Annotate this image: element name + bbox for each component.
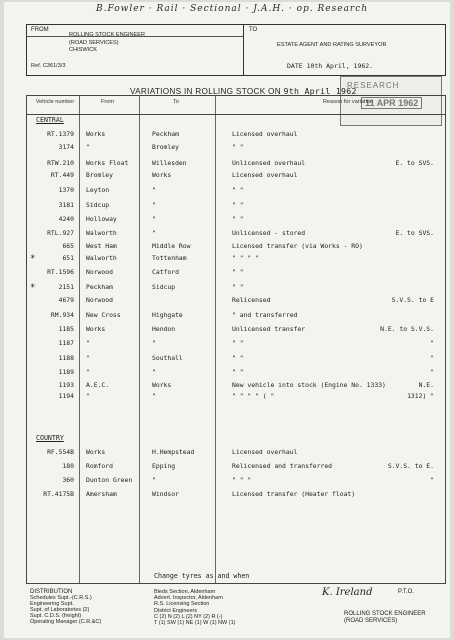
from-location: Peckham [86, 283, 113, 291]
table-row [4, 339, 450, 350]
reason: " " " " ( " [232, 392, 275, 400]
vehicle-number: 665 [62, 242, 74, 250]
vehicle-number: 1188 [58, 354, 74, 362]
from-label: FROM [31, 27, 49, 33]
vehicle-number: 4240 [58, 215, 74, 223]
from-location: Walworth [86, 254, 117, 262]
to-location: Bromley [152, 143, 179, 151]
district-note: S.V.S. to E [391, 296, 434, 304]
district-note: 1312) " [407, 392, 434, 400]
distribution-list-2: Bleds Section, Aldenham Advert. Inspector, Aldenham R.S. Licensing Section District Engineers C (2) N (2) L (2) NY (2) R (-) T (1) SW (1) NE (1) W (1) NW (1) [154, 589, 236, 627]
vehicle-number: 2151 [58, 283, 74, 291]
from-location: Amersham [86, 490, 117, 498]
table-row [4, 229, 450, 240]
reason: " " [232, 143, 244, 151]
reason: " " " " [232, 254, 259, 262]
district-note: E. to SVS. [395, 159, 434, 167]
col-to: To [173, 99, 179, 105]
to-location: Highgate [152, 311, 183, 319]
district-note: N.E. to S.V.S. [380, 325, 434, 333]
signatory-title: ROLLING STOCK ENGINEER (ROAD SERVICES) [344, 611, 426, 624]
to-location: Tottenham [152, 254, 187, 262]
distribution-list: DISTRIBUTION Schedules Supt.-(C.R.S.) Engineering Supt. Supt. of Laboratories (2) Supt. C.D.S. (freight) Operating Manager (C.R.&C) [30, 589, 102, 625]
to-location: Works [152, 381, 172, 389]
vehicle-number: RM.934 [50, 311, 74, 319]
reason: " " [232, 268, 244, 276]
from-location: " [86, 392, 90, 400]
district-note: " [430, 476, 434, 484]
from-location: " [86, 339, 90, 347]
from-location: Works [86, 325, 106, 333]
vehicle-number: 1193 [58, 381, 74, 389]
table-row [4, 186, 450, 197]
vehicle-number: RF.554B [47, 448, 74, 456]
to-location: H.Hempstead [152, 448, 195, 456]
memo-header [26, 24, 446, 76]
table-row [4, 283, 450, 294]
recipient: ESTATE AGENT AND RATING SURVEYOR [277, 42, 387, 48]
reason: " " [232, 354, 244, 362]
from-location: Norwood [86, 268, 113, 276]
vehicle-number: RTL.927 [47, 229, 74, 237]
table-row [4, 476, 450, 487]
reason: " " " [232, 476, 252, 484]
pto-label: P.T.O. [398, 589, 414, 595]
table-row [4, 354, 450, 365]
reason: Relicensed [232, 296, 271, 304]
reason: " " [232, 283, 244, 291]
memo-date: DATE 10th April, 1962. [287, 62, 374, 70]
reason: " " [232, 186, 244, 194]
document-page [4, 2, 450, 638]
vehicle-number: 4679 [58, 296, 74, 304]
row-mark: * [30, 254, 36, 264]
table-row [4, 242, 450, 253]
table-row [4, 490, 450, 501]
to-location: " [152, 201, 156, 209]
from-location: Bromley [86, 171, 113, 179]
table-row [4, 143, 450, 154]
to-location: " [152, 186, 156, 194]
to-location: Epping [152, 462, 176, 470]
reason: Relicensed and transferred [232, 462, 333, 470]
vehicle-number: RT.1596 [47, 268, 74, 276]
district-note: N.E. [418, 381, 434, 389]
reason: Unlicensed transfer [232, 325, 306, 333]
section-country: COUNTRY [36, 434, 64, 442]
received-stamp: RESEARCH 11 APR 1962 [340, 76, 442, 126]
reason: New vehicle into stock (Engine No. 1333) [232, 381, 386, 389]
from-location: New Cross [86, 311, 121, 319]
vehicle-number: RT.1379 [47, 130, 74, 138]
vehicle-number: 3181 [58, 201, 74, 209]
from-location: Dunton Green [86, 476, 133, 484]
vehicle-number: RT.449 [50, 171, 74, 179]
reference-number: Ref. C361/3/3 [31, 63, 66, 69]
reason: " and transferred [232, 311, 298, 319]
from-location: Walworth [86, 229, 117, 237]
signature: K. Ireland [322, 587, 373, 598]
district-note: " [430, 339, 434, 347]
vehicle-number: RT.4175B [43, 490, 74, 498]
handwritten-annotations: B.Fowler · Rail · Sectional · J.A.H. · op. Research [96, 4, 369, 14]
reason: Licensed overhaul [232, 130, 298, 138]
vehicle-number: 1189 [58, 368, 74, 376]
from-address: ROLLING STOCK ENGINEER (ROAD SERVICES) CHISWICK [69, 32, 146, 53]
to-location: Middle Row [152, 242, 191, 250]
table-row [4, 215, 450, 226]
from-location: Romford [86, 462, 113, 470]
table-row [4, 381, 450, 392]
vehicle-number: 3174 [58, 143, 74, 151]
from-location: " [86, 354, 90, 362]
reason: Licensed transfer (via Works - RO) [232, 242, 363, 250]
vehicle-number: 1194 [58, 392, 74, 400]
district-note: " [430, 368, 434, 376]
col-reason: Reason for variation [323, 99, 374, 105]
reason: Licensed transfer (Heater float) [232, 490, 356, 498]
table-row [4, 368, 450, 379]
vehicle-number: 180 [62, 462, 74, 470]
vehicle-number: RTW.210 [47, 159, 74, 167]
vehicle-number: 1187 [58, 339, 74, 347]
table-row [4, 448, 450, 459]
table-row [4, 296, 450, 307]
from-location: Sidcup [86, 201, 110, 209]
reason: " " [232, 201, 244, 209]
to-location: " [152, 215, 156, 223]
vehicle-number: 360 [62, 476, 74, 484]
to-location: " [152, 476, 156, 484]
table-row [4, 268, 450, 279]
to-location: " [152, 339, 156, 347]
from-location: Works [86, 130, 106, 138]
reason: " " [232, 368, 244, 376]
reason: " " [232, 215, 244, 223]
from-location: West Ham [86, 242, 117, 250]
from-location: Works Float [86, 159, 129, 167]
district-note: " [430, 354, 434, 362]
row-mark: * [30, 283, 36, 293]
from-location: Norwood [86, 296, 113, 304]
to-location: " [152, 368, 156, 376]
change-tyres-note: Change tyres as and when [154, 572, 250, 580]
district-note: E. to SVS. [395, 229, 434, 237]
from-location: A.E.C. [86, 381, 110, 389]
from-location: " [86, 143, 90, 151]
table-row [4, 392, 450, 403]
to-location: Works [152, 171, 172, 179]
table-row [4, 462, 450, 473]
page-title: VARIATIONS IN ROLLING STOCK ON 9th April 1962 [130, 86, 357, 96]
to-location: Hendon [152, 325, 176, 333]
to-location: Windsor [152, 490, 179, 498]
from-location: Leyton [86, 186, 110, 194]
to-label: TO [249, 27, 258, 33]
table-row [4, 201, 450, 212]
table-row [4, 159, 450, 170]
col-number: Vehicle number [35, 99, 75, 105]
reason: Unlicensed overhaul [232, 159, 306, 167]
to-location: " [152, 229, 156, 237]
from-location: " [86, 368, 90, 376]
to-location: Sidcup [152, 283, 176, 291]
section-central: CENTRAL [36, 116, 64, 124]
col-from: From [101, 99, 115, 105]
table-row [4, 171, 450, 182]
to-location: Southall [152, 354, 183, 362]
table-row [4, 325, 450, 336]
reason: Unlicensed - stored [232, 229, 306, 237]
reason: Licensed overhaul [232, 448, 298, 456]
reason: " " [232, 339, 244, 347]
to-location: Willesden [152, 159, 187, 167]
to-location: Catford [152, 268, 179, 276]
vehicle-number: 651 [62, 254, 74, 262]
vehicle-number: 1370 [58, 186, 74, 194]
to-location: " [152, 392, 156, 400]
to-location: Peckham [152, 130, 179, 138]
from-location: Holloway [86, 215, 117, 223]
vehicle-number: 1185 [58, 325, 74, 333]
from-location: Works [86, 448, 106, 456]
table-row [4, 130, 450, 141]
table-row [4, 311, 450, 322]
reason: Licensed overhaul [232, 171, 298, 179]
table-row [4, 254, 450, 265]
district-note: S.V.S. to E. [387, 462, 434, 470]
